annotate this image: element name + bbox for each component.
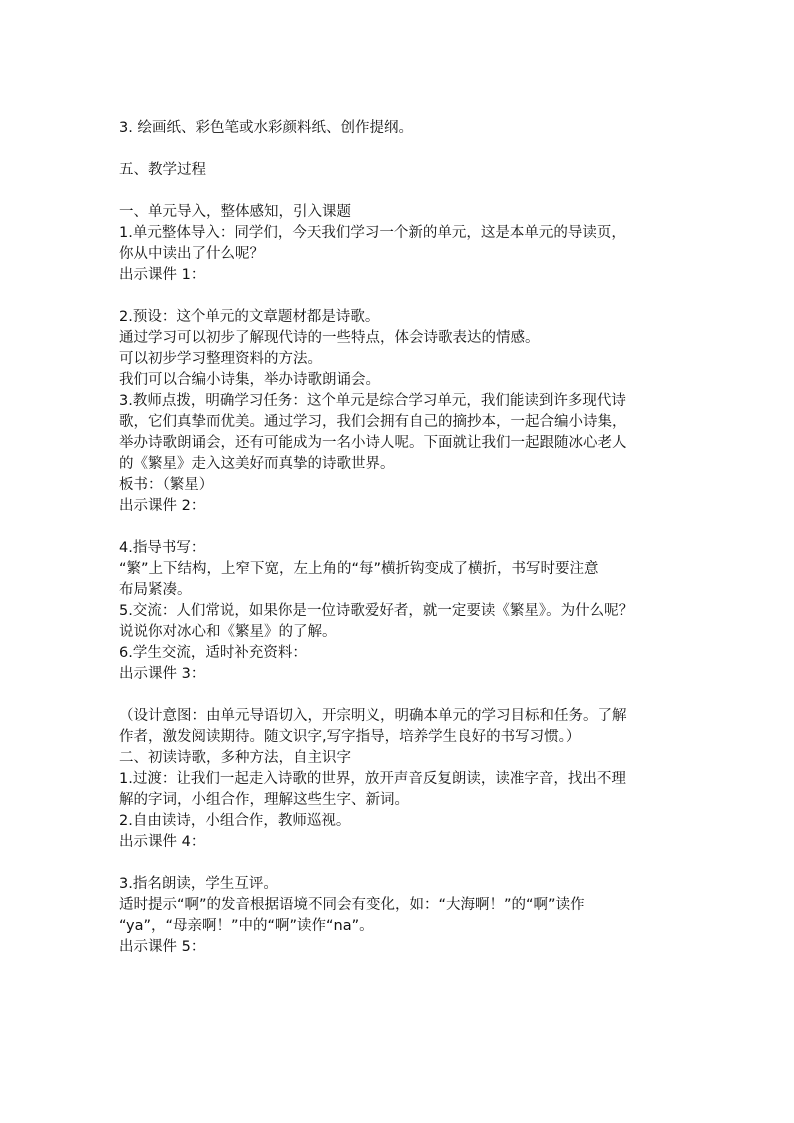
section-heading-teaching-process: 五、教学过程 [119,162,206,178]
paragraph-line: 我们可以合编小诗集，举办诗歌朗诵会。 [119,372,380,388]
blank-line [119,685,691,706]
courseware-label: 出示课件 5： [119,939,206,955]
blank-line [119,181,691,202]
paragraph-line: 1.过渡：让我们一起走入诗歌的世界，放开声音反复朗读，读准字音，找出不理 [119,771,626,787]
paragraph-line: “繁”上下结构，上窄下宽，左上角的“每”横折钩变成了横折，书写时要注意 [119,561,599,577]
materials-line: 3. 绘画纸、彩色笔或水彩颜料纸、创作提纲。 [119,120,413,136]
courseware-label: 出示课件 4： [119,834,206,850]
paragraph-line: “ya”，“母亲啊！”中的“啊”读作“na”。 [119,918,374,934]
blank-line [119,139,691,160]
paragraph-line: 4.指导书写： [119,540,206,556]
paragraph-line: 说说你对冰心和《繁星》的了解。 [119,624,337,640]
paragraph-line: 5.交流：人们常说，如果你是一位诗歌爱好者，就一定要读《繁星》。为什么呢？ [119,603,634,619]
paragraph-line: 3.指名朗读，学生互评。 [119,876,278,892]
paragraph-line: 通过学习可以初步了解现代诗的一些特点，体会诗歌表达的情感。 [119,330,540,346]
design-intent-line: （设计意图：由单元导语切入，开宗明义，明确本单元的学习目标和任务。了解 [119,708,627,724]
part-heading-two: 二、初读诗歌，多种方法，自主识字 [119,750,351,766]
courseware-label: 出示课件 3： [119,666,206,682]
paragraph-line: 2.预设：这个单元的文章题材都是诗歌。 [119,309,380,325]
paragraph-line: 6.学生交流，适时补充资料： [119,645,307,661]
paragraph-line: 你从中读出了什么呢？ [119,246,264,262]
paragraph-line: 2.自由读诗，小组合作，教师巡视。 [119,813,351,829]
document-body [119,118,691,958]
paragraph-line: 歌，它们真挚而优美。通过学习，我们会拥有自己的摘抄本，一起合编小诗集， [119,414,627,430]
paragraph-line: 3.教师点拨，明确学习任务：这个单元是综合学习单元，我们能读到许多现代诗 [119,393,626,409]
paragraph-line: 1.单元整体导入：同学们，今天我们学习一个新的单元，这是本单元的导读页， [119,225,626,241]
blank-line [119,286,691,307]
blank-line [119,853,691,874]
paragraph-line: 解的字词，小组合作，理解这些生字、新词。 [119,792,409,808]
paragraph-line: 举办诗歌朗诵会，还有可能成为一名小诗人呢。下面就让我们一起跟随冰心老人 [119,435,627,451]
paragraph-line: 可以初步学习整理资料的方法。 [119,351,322,367]
design-intent-line: 作者，激发阅读期待。随文识字,写字指导，培养学生良好的书写习惯。） [119,729,581,745]
courseware-label: 出示课件 2： [119,498,206,514]
part-heading-one: 一、单元导入，整体感知，引入课题 [119,204,351,220]
blackboard-note: 板书：（繁星） [119,477,214,493]
courseware-label: 出示课件 1： [119,267,206,283]
paragraph-line: 布局紧凑。 [119,582,192,598]
paragraph-line: 适时提示“啊”的发音根据语境不同会有变化，如：“大海啊！”的“啊”读作 [119,897,585,913]
blank-line [119,517,691,538]
paragraph-line: 的《繁星》走入这美好而真挚的诗歌世界。 [119,456,395,472]
